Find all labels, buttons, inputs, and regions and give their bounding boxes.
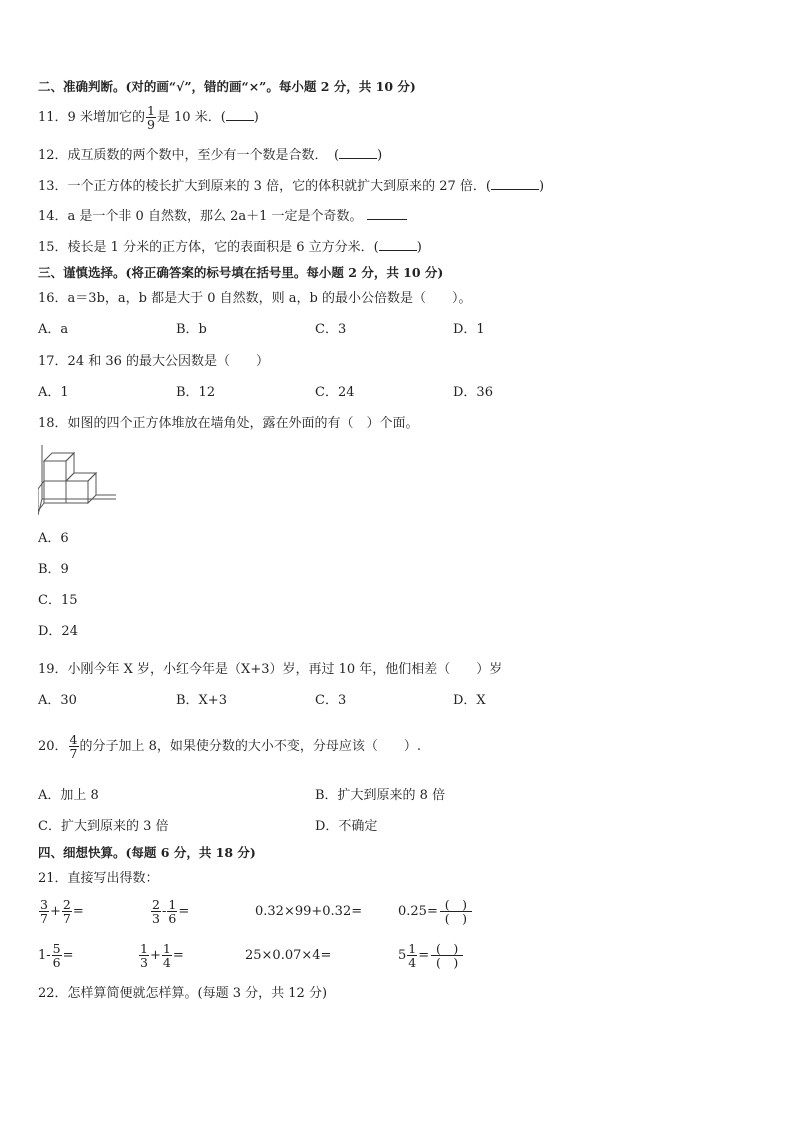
question-17: 17．24 和 36 的最大公因数是（ ）	[38, 354, 270, 369]
section-4-title: 四、细想快算。(每题 6 分，共 18 分)	[38, 845, 256, 860]
option-b[interactable]: B．12	[176, 385, 216, 400]
expression-8: 5 $\frac{1}{4}$ = $\frac{( )}{( )}$	[398, 940, 465, 972]
option-c[interactable]: C．3	[315, 693, 347, 708]
option-d[interactable]: D．1	[453, 322, 485, 337]
question-12: 12．成互质数的两个数中，至少有一个数是合数． ( )	[38, 148, 383, 163]
answer-blank[interactable]	[339, 146, 377, 159]
stacked-cubes-figure	[38, 443, 120, 523]
answer-blank[interactable]	[379, 238, 417, 251]
answer-blank[interactable]	[226, 108, 254, 121]
question-22: 22．怎样算简便就怎样算。(每题 3 分，共 12 分)	[38, 986, 328, 1001]
option-d[interactable]: D．24	[38, 624, 78, 639]
option-b[interactable]: B．b	[176, 322, 207, 337]
option-a[interactable]: A．6	[38, 531, 69, 546]
question-18: 18．如图的四个正方体堆放在墙角处，露在外面的有（ ）个面。	[38, 416, 419, 431]
option-b[interactable]: B．9	[38, 562, 69, 577]
option-d[interactable]: D．36	[453, 385, 493, 400]
expression-6: $\frac{1}{3}$ + $\frac{1}{4}$ =	[140, 941, 184, 970]
section-3-title: 三、谨慎选择。(将正确答案的标号填在括号里。每小题 2 分，共 10 分)	[38, 265, 444, 280]
expression-3: 0.32×99+0.32=	[255, 904, 363, 919]
question-21: 21．直接写出得数：	[38, 871, 159, 886]
option-c[interactable]: C．3	[315, 322, 347, 337]
section-2-title: 二、准确判断。(对的画“√”，错的画“×”。每小题 2 分，共 10 分)	[38, 79, 416, 94]
fraction-four-sevenths: $\frac{4}{7}$	[69, 732, 78, 761]
option-c[interactable]: C．24	[315, 385, 355, 400]
option-c[interactable]: C．15	[38, 593, 78, 608]
option-d[interactable]: D．X	[453, 693, 486, 708]
option-a[interactable]: A．a	[38, 322, 69, 337]
question-16: 16．a＝3b，a，b 都是大于 0 自然数，则 a，b 的最小公倍数是（ ）。	[38, 291, 472, 306]
answer-blank[interactable]	[491, 177, 539, 190]
fraction-one-ninth: $\frac{1}{9}$	[146, 103, 155, 132]
option-c[interactable]: C．扩大到原来的 3 倍	[38, 819, 169, 834]
option-b[interactable]: B．X+3	[176, 693, 227, 708]
question-15: 15．棱长是 1 分米的正方体，它的表面积是 6 立方分米．( )	[38, 240, 422, 255]
option-d[interactable]: D．不确定	[315, 819, 378, 834]
question-20: 20． $\frac{4}{7}$ 的分子加上 8，如果使分数的大小不变，分母应该（ ）.	[38, 732, 422, 761]
answer-blank[interactable]	[367, 207, 407, 220]
option-a[interactable]: A．30	[38, 693, 77, 708]
expression-2: $\frac{2}{3}$ - $\frac{1}{6}$ =	[152, 897, 190, 926]
expression-7: 25×0.07×4=	[245, 948, 332, 963]
option-b[interactable]: B．扩大到原来的 8 倍	[315, 788, 446, 803]
expression-5: 1- $\frac{5}{6}$ =	[38, 941, 74, 970]
question-11: 11．9 米增加它的 $\frac{1}{9}$ 是 10 米．( )	[38, 103, 259, 132]
question-13: 13．一个正方体的棱长扩大到原来的 3 倍，它的体积就扩大到原来的 27 倍．( )	[38, 179, 545, 194]
question-14: 14．a 是一个非 0 自然数，那么 2a＋1 一定是个奇数。	[38, 207, 407, 226]
expression-1: $\frac{3}{7}$ + $\frac{2}{7}$ =	[40, 897, 84, 926]
question-19: 19．小刚今年 X 岁，小红今年是（X+3）岁，再过 10 年，他们相差（ ）岁	[38, 662, 503, 677]
expression-4: 0.25= $\frac{( )}{( )}$	[398, 896, 474, 928]
option-a[interactable]: A．加上 8	[38, 788, 99, 803]
option-a[interactable]: A．1	[38, 385, 69, 400]
